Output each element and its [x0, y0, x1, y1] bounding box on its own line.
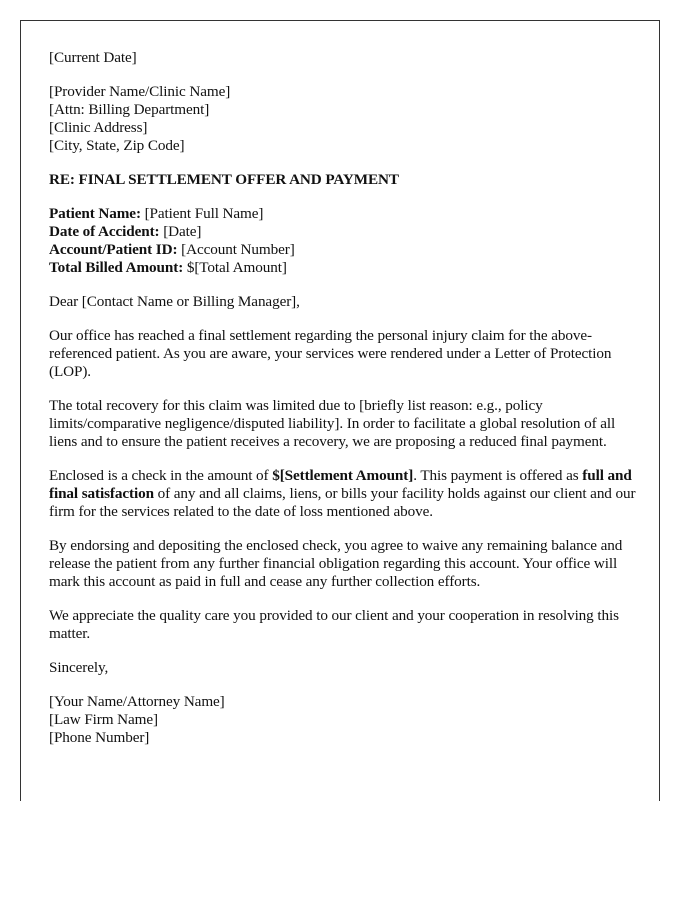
paragraph-settlement-reached: Our office has reached a final settlement regarding the personal injury claim for the above-referenced patient. As you are aware, your services were rendered under a Letter of Protection (LOP). — [49, 327, 612, 380]
paragraph-endorsement-terms: By endorsing and depositing the enclosed check, you agree to waive any remaining balance and release the patient from any further financial obligation regarding this account. Your office will mark this account as paid in full and cease any further collection efforts. — [49, 537, 623, 590]
detail-label: Patient Name: — [49, 205, 141, 222]
detail-label: Account/Patient ID: — [49, 241, 178, 258]
closing: Sincerely, — [49, 659, 109, 676]
paragraph-appreciation: We appreciate the quality care you provided to our client and your cooperation in resolving this matter. — [49, 607, 619, 642]
settlement-amount: $[Settlement Amount] — [272, 467, 414, 484]
detail-total-billed — [49, 259, 639, 277]
signature-block — [49, 693, 639, 747]
detail-value: [Patient Full Name] — [140, 205, 264, 222]
detail-value: [Date] — [159, 223, 202, 240]
detail-patient-name — [49, 205, 639, 223]
full-final-satisfaction: full and final satisfaction — [49, 467, 632, 502]
detail-account-id — [49, 241, 639, 259]
recipient-city-state-zip: [City, State, Zip Code] — [49, 137, 185, 154]
detail-date-of-accident — [49, 223, 639, 241]
salutation: Dear [Contact Name or Billing Manager], — [49, 293, 300, 310]
paragraph-enclosed-check: Enclosed is a check in the amount of $[Settlement Amount]. This payment is offered as full and final satisfaction of any and all claims, liens, or bills your facility holds against our client and our firm for the services related to the date of loss mentioned above. — [49, 467, 636, 520]
letter-content — [49, 49, 639, 763]
signature-name: [Your Name/Attorney Name] — [49, 693, 225, 710]
recipient-address: [Clinic Address] — [49, 119, 148, 136]
signature-phone: [Phone Number] — [49, 729, 150, 746]
recipient-address-block — [49, 83, 639, 155]
subject-line: RE: FINAL SETTLEMENT OFFER AND PAYMENT — [49, 171, 399, 188]
recipient-attn: [Attn: Billing Department] — [49, 101, 210, 118]
case-details-block — [49, 205, 639, 277]
current-date: [Current Date] — [49, 49, 137, 66]
signature-firm: [Law Firm Name] — [49, 711, 158, 728]
detail-value: [Account Number] — [177, 241, 295, 258]
letter-page — [20, 20, 660, 801]
paragraph-recovery-limited: The total recovery for this claim was limited due to [briefly list reason: e.g., policy limits/comparative negligence/disputed liability]. In order to facilitate a global resolution of all liens and to ensure the patient receives a recovery, we are proposing a reduced final payment. — [49, 397, 616, 450]
detail-value: $[Total Amount] — [183, 259, 287, 276]
recipient-provider: [Provider Name/Clinic Name] — [49, 83, 231, 100]
date-block — [49, 49, 639, 67]
detail-label: Total Billed Amount: — [49, 259, 184, 276]
detail-label: Date of Accident: — [49, 223, 160, 240]
